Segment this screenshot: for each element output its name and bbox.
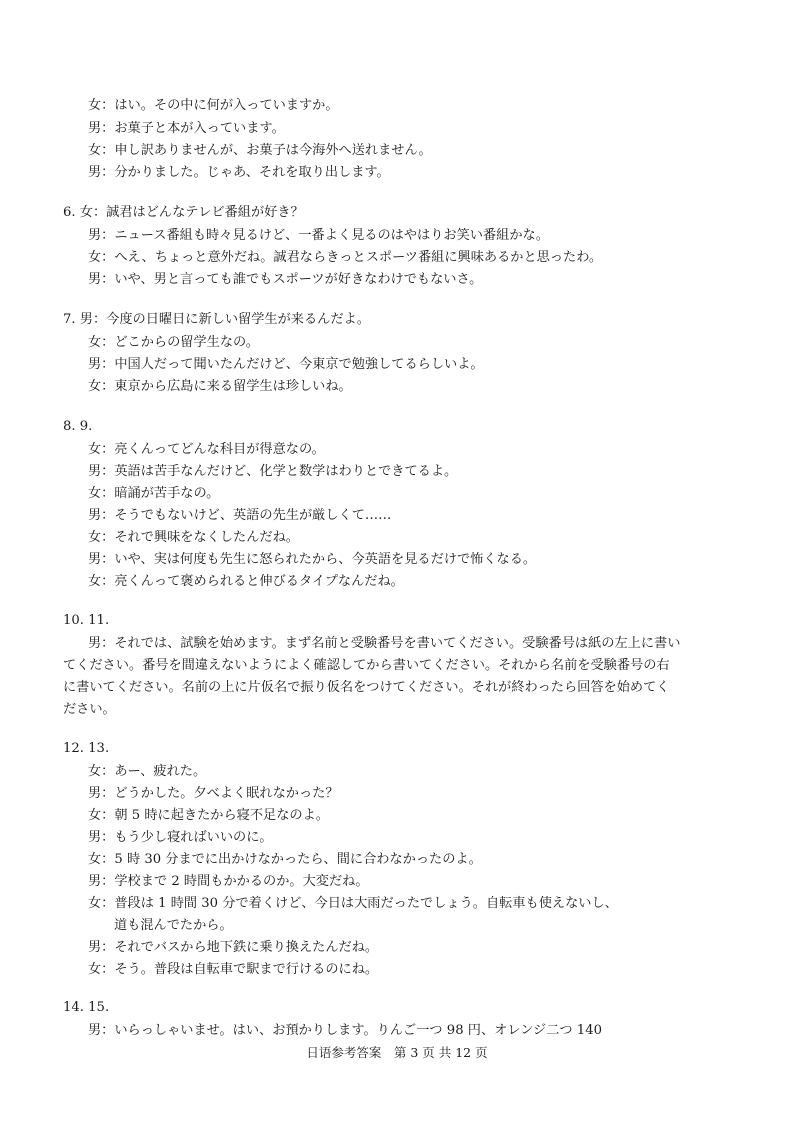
dialogue-line: 男：いや、実は何度も先生に怒られたから、今英語を見るだけで怖くなる。	[88, 552, 537, 567]
question-number: 10. 11.	[63, 613, 110, 628]
dialogue-line: 女：朝 5 時に起きたから寝不足なのよ。	[88, 808, 329, 823]
dialogue-line: 男：中国人だって聞いたんだけど、今東京で勉強してるらしいよ。	[88, 357, 484, 372]
dialogue-line: 女：亮くんって褒められると伸びるタイプなんだね。	[88, 574, 404, 589]
question-number: 12. 13.	[63, 741, 110, 756]
dialogue-line: 男：いや、男と言っても誰でもスポーツが好きなわけでもないさ。	[88, 272, 483, 287]
dialogue-line: 男：分かりました。じゃあ、それを取り出します。	[88, 165, 390, 180]
dialogue-line: 女：どこからの留学生なの。	[88, 335, 259, 350]
dialogue-line: 男：英語は苦手なんだけど、化学と数学はわりとできてるよ。	[88, 464, 458, 479]
dialogue-line: 女：はい。その中に何が入っていますか。	[88, 98, 339, 113]
dialogue-line: てください。番号を間違えないようによく確認してから書いてください。それから名前を受験番号の右	[63, 658, 670, 673]
dialogue-line: 女：あー、疲れた。	[88, 764, 207, 779]
dialogue-line: ださい。	[63, 702, 116, 717]
dialogue-line: 女：亮くんってどんな科目が得意なの。	[88, 442, 325, 457]
dialogue-line: に書いてください。名前の上に片仮名で振り仮名をつけてください。それが終わったら回答を始めてく	[63, 680, 670, 695]
dialogue-line: 女：東京から広島に来る留学生は珍しいね。	[88, 379, 352, 394]
dialogue-line: 男：そうでもないけど、英語の先生が厳しくて……	[88, 508, 392, 523]
dialogue-line: 女：5 時 30 分までに出かけなかったら、間に合わなかったのよ。	[88, 852, 482, 867]
question-number: 14. 15.	[63, 1000, 110, 1015]
dialogue-line: 男：お菓子と本が入っています。	[88, 121, 285, 136]
page-footer: 日语参考答案 第 3 页 共 12 页	[306, 1045, 488, 1060]
dialogue-line: 女：暗誦が苦手なの。	[88, 486, 220, 501]
dialogue-line: 女：そう。普段は自転車で駅まで行けるのにね。	[88, 962, 379, 977]
dialogue-line: 男：もう少し寝ればいいのに。	[88, 830, 273, 845]
dialogue-line: 道も混んでたから。	[114, 918, 233, 933]
dialogue-line: 男：いらっしゃいませ。はい、お預かりします。りんご一つ 98 円、オレンジ二つ 140	[88, 1023, 602, 1038]
dialogue-line: 男：学校まで 2 時間もかかるのか。大変だね。	[88, 874, 369, 889]
dialogue-line: 女：申し訳ありませんが、お菓子は今海外へ送れません。	[88, 143, 432, 158]
question-number: 8. 9.	[63, 419, 93, 434]
dialogue-line: 女：それで興味をなくしたんだね。	[88, 530, 299, 545]
dialogue-line: 女：へえ、ちょっと意外だね。誠君ならきっとスポーツ番組に興味あるかと思ったわ。	[88, 250, 603, 265]
question-line: 7. 男：今度の日曜日に新しい留学生が来るんだよ。	[63, 312, 370, 327]
dialogue-line: 男：それでは、試験を始めます。まず名前と受験番号を書いてください。受験番号は紙の左上に書い	[88, 636, 681, 651]
question-line: 6. 女：誠君はどんなテレビ番組が好き？	[63, 205, 304, 220]
dialogue-line: 女：普段は 1 時間 30 分で着くけど、今日は大雨だったでしょう。自転車も使えないし、	[88, 896, 618, 911]
dialogue-line: 男：ニュース番組も時々見るけど、一番よく見るのはやはりお笑い番組かな。	[88, 228, 549, 243]
dialogue-line: 男：どうかした。夕べよく眠れなかった？	[88, 786, 339, 801]
dialogue-line: 男：それでバスから地下鉄に乗り換えたんだね。	[88, 940, 379, 955]
